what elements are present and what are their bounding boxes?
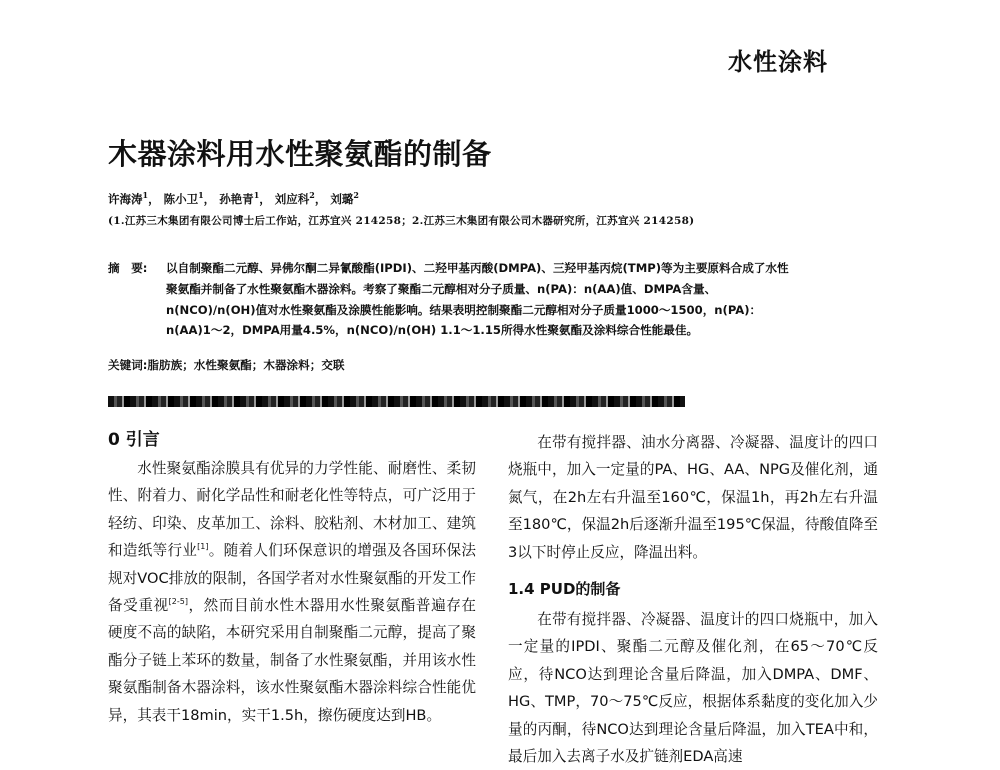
polyester-synthesis-paragraph: 在带有搅拌器、油水分离器、冷凝器、温度计的四口烧瓶中，加入一定量的PA、HG、AA、NPG及催化剂，通氮气，在2h左右升温至160℃，保温1h，再2h左右升温至180℃，保温2h后逐渐升温至195℃保温，待酸值降至3以下时停止反应，降温出料。 bbox=[508, 434, 878, 561]
author-affiliation-mark: 2 bbox=[353, 190, 359, 200]
author-affiliation-mark: 2 bbox=[309, 190, 315, 200]
paragraph-text: ，然而目前水性木器用水性聚氨酯普遍存在硬度不高的缺陷，本研究采用自制聚酯二元醇，提高了聚酯分子链上苯环的数量，制备了水性聚氨酯，并用该水性聚氨酯制备木器涂料，该水性聚氨酯木器涂料综合性能优异，其表干18min，实干1.5h，擦伤硬度达到HB。 bbox=[108, 597, 476, 724]
affiliation-line: (1.江苏三木集团有限公司博士后工作站，江苏宜兴 214258；2.江苏三木集团有限公司木器研究所，江苏宜兴 214258) bbox=[108, 215, 695, 227]
author-name: 刘应科 bbox=[274, 191, 310, 206]
scan-artifact-bar bbox=[108, 396, 685, 407]
pud-preparation-paragraph: 在带有搅拌器、冷凝器、温度计的四口烧瓶中，加入一定量的IPDI、聚酯二元醇及催化剂，在65～70℃反应，待NCO达到理论含量后降温，加入DMPA、DMF、HG、TMP，70～75℃反应，根据体系黏度的变化加入少量的丙酮，待NCO达到理论含量后降温，加入TEA中和，最后加入去离子水及扩链剂EDA高速 bbox=[508, 611, 878, 766]
section-heading-introduction: 0 引言 bbox=[108, 430, 160, 450]
journal-section-tag: 水性涂料 bbox=[728, 48, 828, 76]
subsection-heading-pud: 1.4 PUD的制备 bbox=[508, 580, 621, 599]
introduction-paragraph bbox=[108, 455, 476, 729]
keywords-text: 脂肪族；水性聚氨酯；木器涂料；交联 bbox=[147, 358, 345, 372]
author-affiliation-mark: 1 bbox=[142, 190, 149, 200]
author-name: 许海涛 bbox=[108, 191, 143, 206]
left-column bbox=[108, 429, 476, 729]
keywords-line bbox=[108, 357, 798, 373]
keywords-label: 关键词: bbox=[108, 358, 148, 372]
author-affiliation-mark: 1 bbox=[253, 190, 260, 200]
author-name: 刘璐 bbox=[330, 191, 354, 206]
paragraph-text: 水性聚氨酯涂膜具有优异的力学性能、耐磨性、柔韧性、附着力、耐化学品性和耐老化性等特点，可广泛用于轻纺、印染、皮革加工、涂料、胶粘剂、木材加工、建筑和造纸等行业 bbox=[108, 460, 476, 560]
citation-ref: [1] bbox=[197, 542, 209, 552]
author-affiliation-mark: 1 bbox=[198, 190, 204, 200]
author-name: 陈小卫 bbox=[163, 191, 199, 206]
article-title: 木器涂料用水性聚氨酯的制备 bbox=[108, 137, 492, 171]
right-column bbox=[508, 429, 878, 770]
author-name: 孙艳青 bbox=[219, 191, 254, 206]
author-list: 许海涛$^1$， 陈小卫$^1$， 孙艳青$^1$， 刘应科$^2$， 刘璐$^2$ bbox=[108, 190, 359, 206]
citation-ref: [2-5] bbox=[168, 597, 188, 607]
abstract-text: 以自制聚酯二元醇、异佛尔酮二异氰酸酯(IPDI)、二羟甲基丙酸(DMPA)、三羟甲基丙烷(TMP)等为主要原料合成了水性聚氨酯并制备了水性聚氨酯木器涂料。考察了聚酯二元醇相对分子质量、n(PA)：n(AA)值、DMPA含量、n(NCO)/n(OH)值对水性聚氨酯及涂膜性能影响。结果表明控制聚酯二元醇相对分子质量1000～1500，n(PA)：n(AA)1～2，DMPA用量4.5%，n(NCO)/n(OH) 1.1～1.15所得水性聚氨酯及涂料综合性能最佳。 bbox=[166, 261, 789, 338]
abstract-label: 摘 要: bbox=[108, 261, 148, 275]
paragraph-text: 。随着人们环保意识的增强及各国环保法规对VOC排放的限制，各国学者对水性聚氨酯的开发工作备受重视 bbox=[108, 542, 476, 615]
abstract-block bbox=[108, 258, 798, 341]
